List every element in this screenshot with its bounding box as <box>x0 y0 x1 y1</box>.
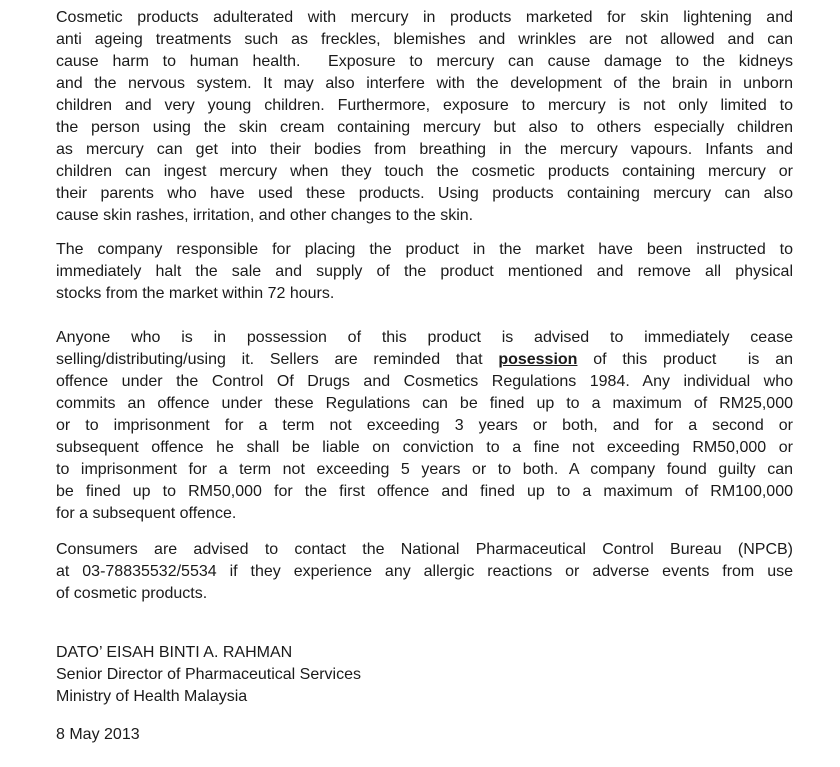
paragraph-line: and the nervous system. It may also interfere with the development of the brain in unborn <box>56 75 793 92</box>
paragraph-line: of cosmetic products. <box>56 585 208 602</box>
paragraph-line: for a subsequent offence. <box>56 505 237 522</box>
paragraph <box>56 327 793 525</box>
paragraph-line: offence under the Control Of Drugs and Cosmetics Regulations 1984. Any individual who <box>56 373 793 390</box>
paragraph-line: children and very young children. Furthermore, exposure to mercury is not only limited to <box>56 97 793 114</box>
paragraph-line: the person using the skin cream containing mercury but also to others especially children <box>56 119 793 136</box>
paragraph-line: anti ageing treatments such as freckles, blemishes and wrinkles are not allowed and can <box>56 31 793 48</box>
signature-block <box>56 642 793 708</box>
paragraph <box>56 7 793 227</box>
paragraph-line: or to imprisonment for a term not exceeding 3 years or both, and for a second or <box>56 417 793 434</box>
signature-name: DATO’ EISAH BINTI A. RAHMAN <box>56 644 293 661</box>
paragraph-line: to imprisonment for a term not exceeding 5 years or to both. A company found guilty can <box>56 461 793 478</box>
emphasized-word: posession <box>498 351 578 368</box>
paragraph-line: Cosmetic products adulterated with mercury in products marketed for skin lightening and <box>56 9 793 26</box>
paragraph-line: be fined up to RM50,000 for the first offence and fined up to a maximum of RM100,000 <box>56 483 793 500</box>
paragraph-line: at 03-78835532/5534 if they experience any allergic reactions or adverse events from use <box>56 563 793 580</box>
signature-title: Senior Director of Pharmaceutical Services <box>56 666 362 683</box>
paragraph-line: cause skin rashes, irritation, and other changes to the skin. <box>56 207 474 224</box>
paragraph-line: selling/distributing/using it. Sellers are reminded that posession of this product is an <box>56 351 793 368</box>
date-line: 8 May 2013 <box>56 726 140 743</box>
paragraph-line: as mercury can get into their bodies from breathing in the mercury vapours. Infants and <box>56 141 793 158</box>
document-page <box>56 7 793 746</box>
paragraph <box>56 539 793 605</box>
paragraph-line: The company responsible for placing the product in the market have been instructed to <box>56 241 793 258</box>
paragraph-line: cause harm to human health. Exposure to mercury can cause damage to the kidneys <box>56 53 793 70</box>
paragraph <box>56 239 793 305</box>
paragraph-line: Consumers are advised to contact the National Pharmaceutical Control Bureau (NPCB) <box>56 541 793 558</box>
paragraph-line: Anyone who is in possession of this product is advised to immediately cease <box>56 329 793 346</box>
document-body <box>56 7 793 605</box>
paragraph-line: subsequent offence he shall be liable on conviction to a fine not exceeding RM50,000 or <box>56 439 793 456</box>
paragraph-line: commits an offence under these Regulations can be fined up to a maximum of RM25,000 <box>56 395 793 412</box>
paragraph-line: their parents who have used these products. Using products containing mercury can also <box>56 185 793 202</box>
paragraph-line: children can ingest mercury when they touch the cosmetic products containing mercury or <box>56 163 793 180</box>
paragraph-line: immediately halt the sale and supply of the product mentioned and remove all physical <box>56 263 793 280</box>
paragraph-line: stocks from the market within 72 hours. <box>56 285 335 302</box>
signature-org: Ministry of Health Malaysia <box>56 688 248 705</box>
